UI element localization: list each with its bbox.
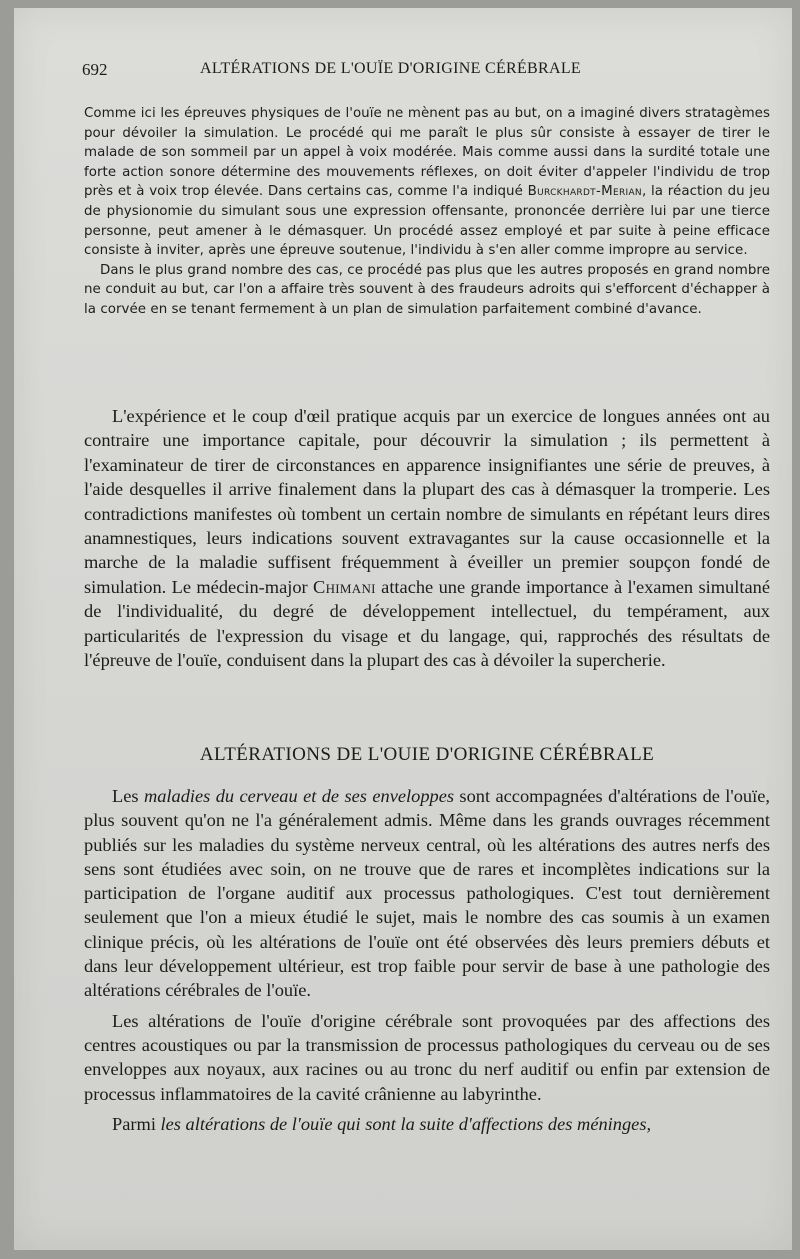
author-name-chimani: Chimani [313,576,376,597]
section-p3-text-a: Parmi [112,1113,161,1134]
main-p1-text-b: attache une grande importance à l'examen simultané de l'individualité, du degré de développement intellectuel, du tempérament, aux particularités de l'expression du visage et du langage, qui, rapprochés des résultats de l'épreuve de l'ouïe, conduisent dans la plupart des cas à dévoiler la supercherie. [84,576,770,671]
small-paragraph-1 [84,104,770,261]
section-p1-text-a: Les [112,786,144,806]
running-title: ALTÉRATIONS DE L'OUÏE D'ORIGINE CÉRÉBRALE [200,60,582,77]
section-p1-italic: maladies du cerveau et de ses enveloppes [143,786,455,806]
small-print-block [84,104,770,320]
main-p1-text-a: L'expérience et le coup d'œil pratique acquis par un exercice de longues années ont au contraire une importance capitale, pour découvrir la simulation ; ils permettent à l'examinateur de tirer de circonstances en apparence insignifiantes une série de preuves, à l'aide desquelles il arrive finalement dans la plupart des cas à démasquer la tromperie. Les contradictions manifestes où tombent un certain nombre de simulants en répétant leurs dires anamnestiques, leurs indications souvent extravagantes sur la cause occasionnelle et la marche de la maladie suffisent fréquemment à éveiller un premier soupçon fondé de simulation. Le médecin-major [84,406,770,597]
small-paragraph-2: Dans le plus grand nombre des cas, ce procédé pas plus que les autres proposés en grand nombre ne conduit au but, car l'on a affaire très souvent à des fraudeurs adroits qui s'efforcent d'échapper à la corvée en se tenant fermement à un plan de simulation parfaitement combiné d'avance. [84,262,770,317]
main-text-block [84,404,770,672]
section-paragraph-1 [84,784,770,1003]
section-heading: ALTÉRATIONS DE L'OUIE D'ORIGINE CÉRÉBRALE [199,744,655,765]
page-number: 692 [82,60,108,79]
page-header [82,60,752,90]
section-p3-italic: les altérations de l'ouïe qui sont la suite d'affections des méninges, [160,1113,652,1134]
small-p1-text-b: , la réaction du jeu de physionomie du simulant sous une expression offensante, prononcée derrière lui par une tierce personne, peut amener à le démasquer. Un procédé assez employé et par suite à peine efficace consiste à inviter, après une épreuve soutenue, l'individu à s'en aller comme impropre au service. [84,184,770,259]
section-paragraph-3 [84,1112,770,1136]
author-name-burckhardt: Burckhardt-Merian [527,184,642,200]
main-paragraph-1 [84,404,770,672]
section-paragraph-2: Les altérations de l'ouïe d'origine cérébrale sont provoquées par des affections des centres acoustiques ou par la transmission de processus pathologiques du cerveau ou de ses enveloppes aux noyaux, aux racines ou au tronc du nerf auditif ou enfin par extension de processus inflammatoires de la cavité crânienne au labyrinthe. [84,1010,770,1104]
book-page [14,8,792,1250]
section-text-block [84,784,770,1136]
small-p1-text-a: Comme ici les épreuves physiques de l'ouïe ne mènent pas au but, on a imaginé divers stratagèmes pour dévoiler la simulation. Le procédé qui me paraît le plus sûr consiste à essayer de tirer le malade de son sommeil par un appel à voix modérée. Mais comme aussi dans la surdité totale une forte action sonore détermine des mouvements réflexes, on doit éviter d'appeler l'individu de trop près et à voix trop élevée. Dans certains cas, comme l'a indiqué [84,106,770,200]
section-p1-text-b: sont accompagnées d'altérations de l'ouïe, plus souvent qu'on ne l'a généralement admis. Même dans les grands ouvrages récemment publiés sur les maladies du système nerveux central, où les altérations des autres nerfs des sens sont étudiées avec soin, on ne trouve que de rares et incomplètes indications sur la participation de l'organe auditif aux processus pathologiques. C'est tout dernièrement seulement que l'on a mieux étudié le sujet, mais le nombre des cas soumis à un examen clinique précis, où les altérations de l'ouïe ont été observées dès leurs premiers débuts et dans leur développement ultérieur, est trop faible pour servir de base à une pathologie des altérations cérébrales de l'ouïe. [84,786,770,1001]
